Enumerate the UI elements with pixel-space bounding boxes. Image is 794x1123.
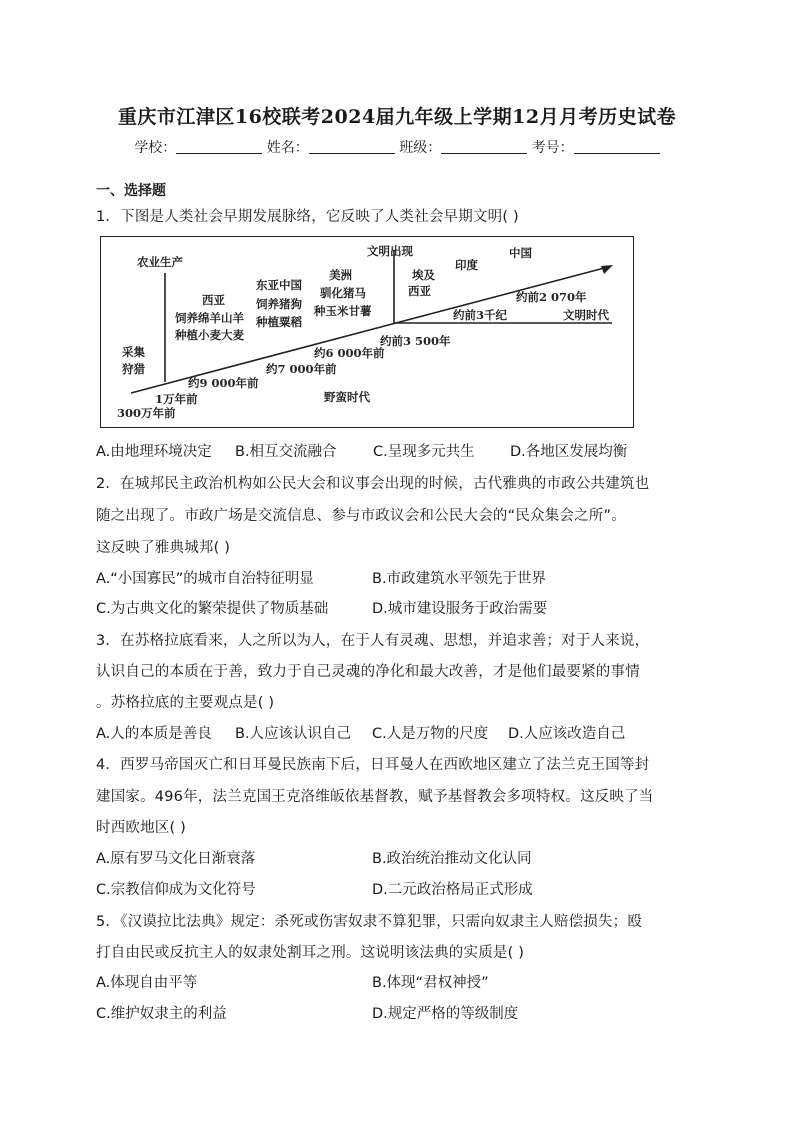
label-yeman: 野蛮时代 [324,390,370,404]
q5-option-a[interactable]: A.体现自由平等 [96,975,198,991]
q5-line-2: 打自由民或反抗主人的奴隶处割耳之刑。这说明该法典的实质是( ) [96,945,525,961]
label-dongya-3: 种植粟稻 [256,315,302,329]
label-zhongguo: 中国 [509,246,532,260]
exam-title: 重庆市江津区16校联考2024届九年级上学期12月月考历史试卷 [117,106,677,128]
label-wenming-chuxian: 文明出现 [367,244,413,258]
label-t-3m: 300万年前 [117,406,176,420]
q2-option-d[interactable]: D.城市建设服务于政治需要 [372,601,548,617]
label-xiya-1: 西亚 [202,293,225,307]
q4-line-3: 时西欧地区( ) [96,820,187,836]
name-blank [309,139,395,154]
q3-option-a[interactable]: A.人的本质是善良 [96,726,212,742]
label-t-6000: 约6 000年前 [314,346,385,360]
q2-line-2: 随之出现了。市政广场是交流信息、参与市政议会和公民大会的“民众集会之所”。 [96,508,626,524]
label-t-1w: 1万年前 [155,392,198,406]
q2-option-c[interactable]: C.为古典文化的繁荣提供了物质基础 [96,601,329,617]
q1-option-a[interactable]: A.由地理环境决定 [96,444,212,460]
label-t-3500: 约前3 500年 [380,334,451,348]
q3-option-d[interactable]: D.人应该改造自己 [508,726,626,742]
school-blank [176,139,262,154]
label-aiji-2: 西亚 [408,284,431,298]
q4-option-a[interactable]: A.原有罗马文化日渐衰落 [96,851,256,867]
label-dongya-2: 饲养猪狗 [256,297,302,311]
q3-option-b[interactable]: B.人应该认识自己 [235,726,352,742]
q3-line-2: 认识自己的本质在于善，致力于自己灵魂的净化和最大改善，才是他们最要紧的事情 [96,664,640,680]
q2-option-b[interactable]: B.市政建筑水平领先于世界 [372,571,547,587]
label-meizhou-3: 种玉米甘薯 [314,304,372,318]
student-info-row [0,137,794,157]
q2-line-1: 2．在城邦民主政治机构如公民大会和议事会出现的时候，古代雅典的市政公共建筑也 [96,476,650,492]
label-agri: 农业生产 [137,255,183,269]
label-t-3qj: 约前3千纪 [453,308,508,322]
q5-option-d[interactable]: D.规定严格的等级制度 [372,1006,519,1022]
q5-option-b[interactable]: B.体现“君权神授” [372,975,489,991]
label-aiji-1: 埃及 [412,268,435,282]
class-blank [441,139,527,154]
q3-line-1: 3．在苏格拉底看来，人之所以为人，在于人有灵魂、思想，并追求善；对于人来说， [96,633,650,649]
q4-line-2: 建国家。496年，法兰克国王克洛维皈依基督教，赋予基督教会多项特权。这反映了当 [96,789,654,805]
label-t-9000: 约9 000年前 [188,376,259,390]
q3-line-3: 。苏格拉底的主要观点是( ) [96,695,275,711]
q4-option-c[interactable]: C.宗教信仰成为文化符号 [96,882,256,898]
q2-option-a[interactable]: A.“小国寡民”的城市自治特征明显 [96,571,314,587]
q5-line-1: 5．《汉谟拉比法典》规定：杀死或伤害奴隶不算犯罪，只需向奴隶主人赔偿损失；殴 [96,914,643,930]
label-meizhou-1: 美洲 [329,268,352,282]
school-label: 学校： [134,140,177,156]
label-caiji-2: 狩猎 [122,362,145,376]
q1-stem: 1．下图是人类社会早期发展脉络，它反映了人类社会早期文明( ) [96,209,519,225]
label-t-7000: 约7 000年前 [266,362,337,376]
q4-line-1: 4．西罗马帝国灭亡和日耳曼民族南下后，日耳曼人在西欧地区建立了法兰克王国等封 [96,757,650,773]
q5-option-c[interactable]: C.维护奴隶主的利益 [96,1006,227,1022]
label-yindu: 印度 [455,258,478,272]
name-label: 姓名： [266,140,309,156]
q3-option-c[interactable]: C.人是万物的尺度 [372,726,489,742]
label-meizhou-2: 驯化猪马 [320,286,366,300]
q1-option-d[interactable]: D.各地区发展均衡 [510,444,628,460]
section-title: 一、选择题 [96,183,166,199]
label-xiya-2: 饲养绵羊山羊 [175,311,244,325]
q2-line-3: 这反映了雅典城邦( ) [96,540,231,556]
q1-option-b[interactable]: B.相互交流融合 [235,444,337,460]
label-caiji-1: 采集 [122,345,145,359]
q4-option-d[interactable]: D.二元政治格局正式形成 [372,882,533,898]
q4-option-b[interactable]: B.政治统治推动文化认同 [372,851,532,867]
q1-option-c[interactable]: C.呈现多元共生 [373,444,475,460]
label-dongya-1: 东亚中国 [256,278,302,292]
label-wenming-shidai: 文明时代 [563,308,609,322]
label-xiya-3: 种植小麦大麦 [175,328,244,342]
exam-no-label: 考号： [531,140,574,156]
label-t-2070: 约前2 070年 [516,290,587,304]
timeline-figure [100,236,634,428]
class-label: 班级： [399,140,442,156]
exam-no-blank [574,139,660,154]
